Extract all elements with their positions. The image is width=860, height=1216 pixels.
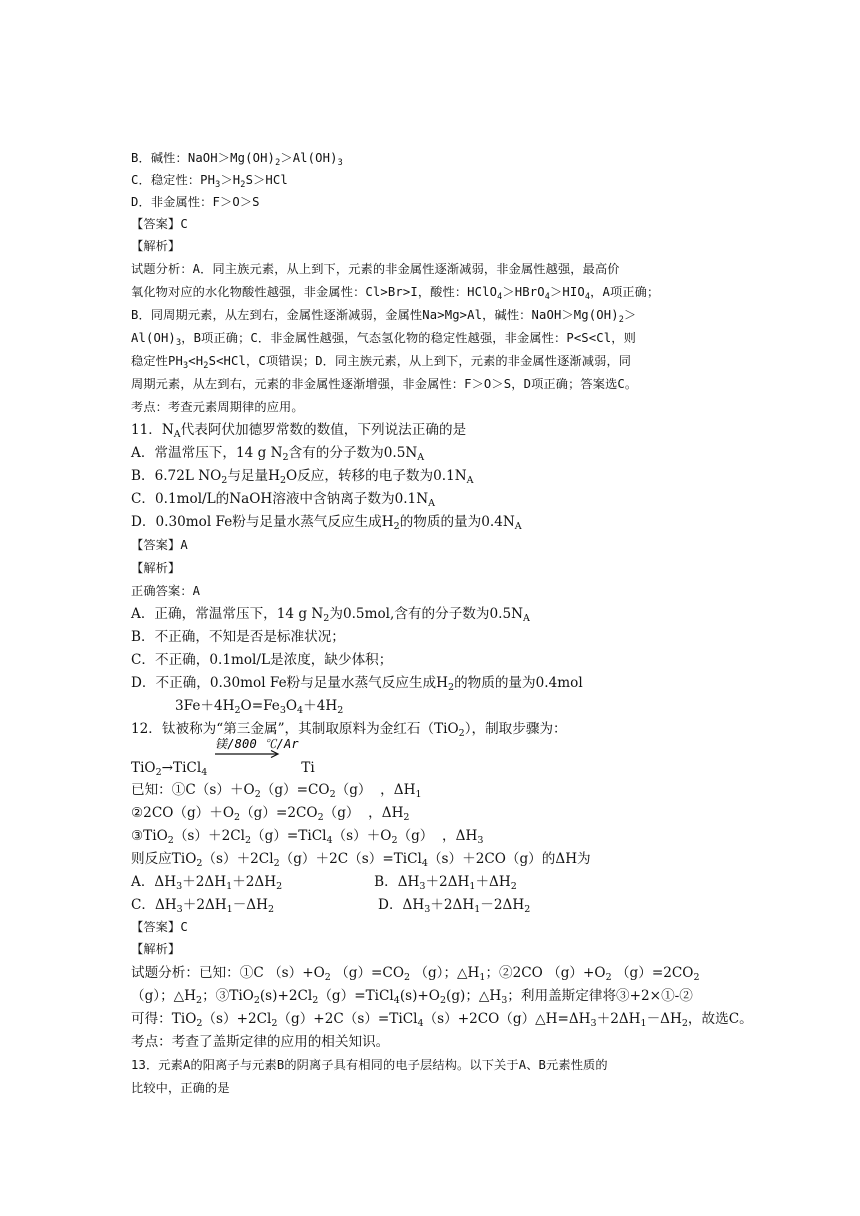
text-line: 【解析】 — [131, 561, 181, 575]
text-line: D．0.30mol Fe粉与足量水蒸气反应生成$H_2$的物质的量为$0.4N_A$ — [131, 514, 522, 532]
text-line: C．稳定性：$PH_3>H_2S>HCl$ — [131, 173, 288, 190]
text-line: D．不正确，0.30mol Fe粉与足量水蒸气反应生成$H_2$的物质的量为0.4mol — [131, 675, 583, 693]
text-line: B．6.72L $NO_2$与足量$H_2O$反应，转移的电子数为$0.1N_A$ — [131, 468, 474, 486]
text-line: A．$\Delta H_3+2\Delta H_1+2\Delta H_2$ B．$\Delta H_3+2\Delta H_1+\Delta H_2$ — [131, 874, 517, 892]
text-line: 12．钛被称为“第三金属”，其制取原料为金红石（TiO$_2$），制取步骤为： — [131, 721, 567, 739]
text-line: 11．$N_A$代表阿伏加德罗常数的数值，下列说法正确的是 — [131, 422, 467, 440]
text-line: B．不正确，不知是否是标准状况； — [131, 629, 345, 645]
text-line: 【答案】C — [131, 217, 188, 231]
text-line: 稳定性$PH_3<H_2S<HCl$，C项错误；D．同主族元素，从上到下，元素的非金属性逐渐减弱，同 — [131, 354, 632, 371]
text-line: 氧化物对应的水化物酸性越强，非金属性：Cl>Br>I，酸性：$HClO_4>HBrO_4>HIO_4$，A项正确； — [131, 285, 660, 302]
text-line: 【解析】 — [131, 239, 181, 253]
text-line: 可得：$TiO_2(s)+2Cl_2(g)+2C(s)=TiCl_4(s)+2CO(g)\triangle H=\Delta H_3+2\Delta H_1-\Delta H_2$，故选C。 — [131, 1011, 753, 1029]
text-line: $③TiO_2(s)+2Cl_2(g)=TiCl_4(s)+O_2(g)$ ，$\Delta H_3$ — [131, 828, 484, 846]
text-line: $Al(OH)_3$，B项正确；C．非金属性越强，气态氢化物的稳定性越强，非金属性：P<S<Cl，则 — [131, 331, 636, 348]
text-line: 正确答案：A — [131, 584, 201, 598]
arrow-icon — [215, 750, 285, 758]
text-line: 周期元素，从左到右，元素的非金属性逐渐增强，非金属性：F＞O＞S，D项正确；答案选C。 — [131, 377, 638, 391]
text-line: $3Fe+4H_2O=Fe_3O_4+4H_2$ — [175, 698, 344, 716]
text-line: B．碱性：$NaOH>Mg(OH)_2>Al(OH)_3$ — [131, 151, 343, 168]
text-line: （g）；$\triangle H_2$；$③TiO_2(s)+2Cl_2(g)=TiCl_4(s)+O_2(g)$；$\triangle H_3$；利用盖斯定律将③+2×①-② — [131, 988, 693, 1006]
text-line: C．$\Delta H_3+2\Delta H_1-\Delta H_2$ D．$\Delta H_3+2\Delta H_1-2\Delta H_2$ — [131, 897, 531, 915]
text-line: C．不正确，0.1mol/L是浓度，缺少体积； — [131, 652, 393, 668]
text-line: C．0.1mol/L的NaOH溶液中含钠离子数为$0.1N_A$ — [131, 491, 435, 509]
text-line: 比较中，正确的是 — [131, 1081, 230, 1095]
text-line: 试题分析：已知：①C $(s)+O_2$ $(g)=CO_2$ （g）；$\triangle H_1$；②2CO $(g)+O_2$ $(g)=2CO_2$ — [131, 965, 700, 983]
text-line: 考点：考查了盖斯定律的应用的相关知识。 — [131, 1034, 390, 1050]
text-line: 考点：考查元素周期律的应用。 — [131, 400, 304, 414]
text-line: D．非金属性：F＞O＞S — [131, 195, 260, 209]
text-line: 【解析】 — [131, 942, 181, 956]
reaction-condition-label: 镁/800 ℃/Ar — [215, 737, 299, 751]
reaction-arrow — [215, 735, 299, 759]
text-line: 已知：$①C(s)+O_2(g)=CO_2(g)$ ，$\Delta H_1$ — [131, 782, 422, 800]
text-line: 13．元素A的阳离子与元素B的阴离子具有相同的电子层结构。以下关于A、B元素性质的 — [131, 1058, 608, 1072]
text-line: 试题分析：A．同主族元素，从上到下，元素的非金属性逐渐减弱，非金属性越强，最高价 — [131, 262, 620, 276]
text-line: A．常温常压下，14 g $N_2$含有的分子数为$0.5N_A$ — [131, 445, 425, 463]
text-line: A．正确，常温常压下，14 g $N_2$为0.5mol,含有的分子数为$0.5N_A$ — [131, 606, 530, 624]
text-line: 【答案】A — [131, 538, 188, 552]
text-line: B．同周期元素，从左到右，金属性逐渐减弱，金属性Na>Mg>Al，碱性：$NaOH>Mg(OH)_2>$ — [131, 308, 637, 325]
text-line: TiO$_2$→TiCl$_4$ Ti — [131, 760, 315, 778]
text-line: 【答案】C — [131, 920, 188, 934]
text-line: 则反应$TiO_2(s)+2Cl_2(g)+2C(s)=TiCl_4(s)+2CO(g)$的ΔH为 — [131, 851, 591, 869]
text-line: $②2CO(g)+O_2(g)=2CO_2(g)$ ，$\Delta H_2$ — [131, 805, 410, 823]
